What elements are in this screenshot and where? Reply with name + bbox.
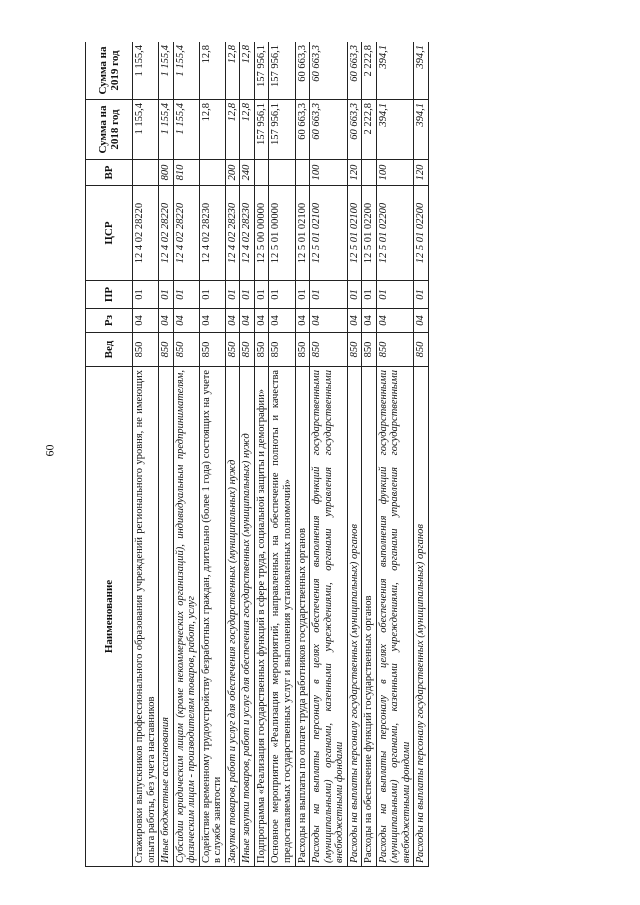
cell-pr: 01 [295,281,310,309]
cell-name: Основное мероприятие «Реализация мероприятий, направленных на обеспечение полноты и качества предоставляемых государственных услуг и выполнения установленных полномочий» [269,367,295,867]
cell-sum-2018: 1 155,4 [173,100,199,160]
cell-name: Подпрограмма «Реализация государственных функций в сфере труда, социальной защиты и демографии» [254,367,269,867]
cell-ved: 850 [225,333,240,367]
table-row [414,42,429,867]
cell-name: Расходы на выплаты персоналу в целях обеспечения выполнения функций государственными (муниципальными) органами, казенными учреждениями, органами управления государственными внебюджетными фондами [310,367,348,867]
cell-rz: 04 [173,309,199,333]
header-name: Наименование [86,367,133,867]
cell-pr: 01 [225,281,240,309]
table-row [376,42,414,867]
cell-csr: 12 5 01 02200 [362,186,377,281]
table-body [133,42,429,867]
table-row [310,42,348,867]
cell-sum-2018: 2 222,8 [362,100,377,160]
cell-name: Расходы на выплаты персоналу государственных (муниципальных) органов [347,367,362,867]
cell-sum-2019: 157 956,1 [254,42,269,100]
cell-sum-2018: 1 155,4 [133,100,159,160]
cell-name: Расходы на выплаты персоналу государственных (муниципальных) органов [414,367,429,867]
cell-ved: 850 [269,333,295,367]
cell-ved: 850 [159,333,174,367]
table-row [159,42,174,867]
cell-vr: 120 [414,160,429,186]
cell-rz: 04 [362,309,377,333]
cell-name: Иные закупки товаров, работ и услуг для обеспечения государственных (муниципальных) нужд [240,367,255,867]
cell-sum-2018: 60 663,3 [295,100,310,160]
cell-rz: 04 [269,309,295,333]
cell-sum-2018: 157 956,1 [254,100,269,160]
header-sum-2019: Сумма на 2019 год [86,42,133,100]
cell-vr: 200 [225,160,240,186]
table-row [254,42,269,867]
page-number: 60 [42,444,57,457]
cell-csr: 12 5 00 00000 [254,186,269,281]
cell-ved: 850 [376,333,414,367]
cell-ved: 850 [133,333,159,367]
cell-name: Закупка товаров, работ и услуг для обеспечения государственных (муниципальных) нужд [225,367,240,867]
header-csr: ЦСР [86,186,133,281]
cell-csr: 12 4 02 28230 [199,186,225,281]
cell-sum-2019: 1 155,4 [159,42,174,100]
cell-pr: 01 [173,281,199,309]
cell-vr [295,160,310,186]
cell-csr: 12 4 02 28220 [159,186,174,281]
cell-csr: 12 4 02 28230 [240,186,255,281]
cell-csr: 12 5 01 02100 [347,186,362,281]
header-ved: Вед [86,333,133,367]
cell-csr: 12 5 01 00000 [269,186,295,281]
header-vr: ВР [86,160,133,186]
cell-sum-2019: 60 663,3 [347,42,362,100]
header-pr: ПР [86,281,133,309]
cell-csr: 12 5 01 02100 [295,186,310,281]
cell-sum-2019: 2 222,8 [362,42,377,100]
cell-sum-2019: 60 663,3 [310,42,348,100]
cell-rz: 04 [310,309,348,333]
cell-ved: 850 [240,333,255,367]
cell-rz: 04 [225,309,240,333]
cell-rz: 04 [376,309,414,333]
cell-sum-2019: 12,8 [199,42,225,100]
cell-pr: 01 [254,281,269,309]
cell-sum-2018: 157 956,1 [269,100,295,160]
table-row [362,42,377,867]
cell-vr [133,160,159,186]
cell-pr: 01 [310,281,348,309]
cell-sum-2018: 394,1 [376,100,414,160]
cell-pr: 01 [269,281,295,309]
cell-rz: 04 [240,309,255,333]
cell-name: Содействие временному трудоустройству безработных граждан, длительно (более 1 года) состоящих на учете в службе занятости [199,367,225,867]
budget-table [85,42,429,867]
cell-sum-2019: 1 155,4 [133,42,159,100]
cell-sum-2018: 60 663,3 [347,100,362,160]
cell-sum-2019: 394,1 [414,42,429,100]
cell-sum-2019: 12,8 [240,42,255,100]
header-rz: Рз [86,309,133,333]
cell-pr: 01 [159,281,174,309]
cell-rz: 04 [295,309,310,333]
cell-vr: 810 [173,160,199,186]
table-header-row [86,42,133,867]
cell-vr [254,160,269,186]
cell-ved: 850 [254,333,269,367]
cell-csr: 12 5 01 02200 [414,186,429,281]
table-row [269,42,295,867]
cell-rz: 04 [159,309,174,333]
cell-pr: 01 [240,281,255,309]
cell-sum-2019: 60 663,3 [295,42,310,100]
table-row [295,42,310,867]
cell-sum-2019: 394,1 [376,42,414,100]
cell-ved: 850 [414,333,429,367]
cell-rz: 04 [199,309,225,333]
rotated-table-container [85,42,615,867]
cell-sum-2019: 12,8 [225,42,240,100]
cell-name: Расходы на обеспечение функций государственных органов [362,367,377,867]
table-row [347,42,362,867]
cell-name: Стажировки выпускников профессионального образования учреждений регионального уровня, не имеющих опыта работы, без учета наставников [133,367,159,867]
cell-pr: 01 [376,281,414,309]
cell-sum-2019: 1 155,4 [173,42,199,100]
cell-sum-2018: 394,1 [414,100,429,160]
cell-name: Иные бюджетные ассигнования [159,367,174,867]
cell-vr: 100 [376,160,414,186]
cell-ved: 850 [362,333,377,367]
cell-pr: 01 [414,281,429,309]
cell-sum-2018: 12,8 [225,100,240,160]
cell-vr [362,160,377,186]
cell-name: Расходы на выплаты персоналу в целях обеспечения выполнения функций государственными (муниципальными) органами, казенными учреждениями, органами управления государственными внебюджетными фондами [376,367,414,867]
table-row [199,42,225,867]
cell-rz: 04 [254,309,269,333]
cell-ved: 850 [347,333,362,367]
cell-vr [199,160,225,186]
cell-csr: 12 4 02 28220 [133,186,159,281]
cell-rz: 04 [414,309,429,333]
cell-vr: 240 [240,160,255,186]
cell-sum-2018: 12,8 [199,100,225,160]
cell-sum-2018: 1 155,4 [159,100,174,160]
cell-ved: 850 [173,333,199,367]
cell-pr: 01 [133,281,159,309]
cell-sum-2018: 60 663,3 [310,100,348,160]
table-row [225,42,240,867]
cell-vr: 120 [347,160,362,186]
cell-csr: 12 5 01 02200 [376,186,414,281]
cell-pr: 01 [362,281,377,309]
cell-vr: 800 [159,160,174,186]
cell-sum-2018: 12,8 [240,100,255,160]
cell-csr: 12 5 01 02100 [310,186,348,281]
cell-pr: 01 [347,281,362,309]
cell-ved: 850 [295,333,310,367]
cell-name: Субсидии юридическим лицам (кроме некоммерческих организаций), индивидуальным предпринимателям, физическим лицам - производителям товаров, работ, услуг [173,367,199,867]
cell-vr: 100 [310,160,348,186]
cell-ved: 850 [310,333,348,367]
cell-vr [269,160,295,186]
cell-ved: 850 [199,333,225,367]
cell-csr: 12 4 02 28220 [173,186,199,281]
cell-rz: 04 [133,309,159,333]
cell-pr: 01 [199,281,225,309]
cell-csr: 12 4 02 28230 [225,186,240,281]
header-sum-2018: Сумма на 2018 год [86,100,133,160]
table-row [173,42,199,867]
cell-sum-2019: 157 956,1 [269,42,295,100]
table-row [133,42,159,867]
table-rotation-wrapper [85,42,615,867]
cell-name: Расходы на выплаты по оплате труда работников государственных органов [295,367,310,867]
cell-rz: 04 [347,309,362,333]
table-row [240,42,255,867]
